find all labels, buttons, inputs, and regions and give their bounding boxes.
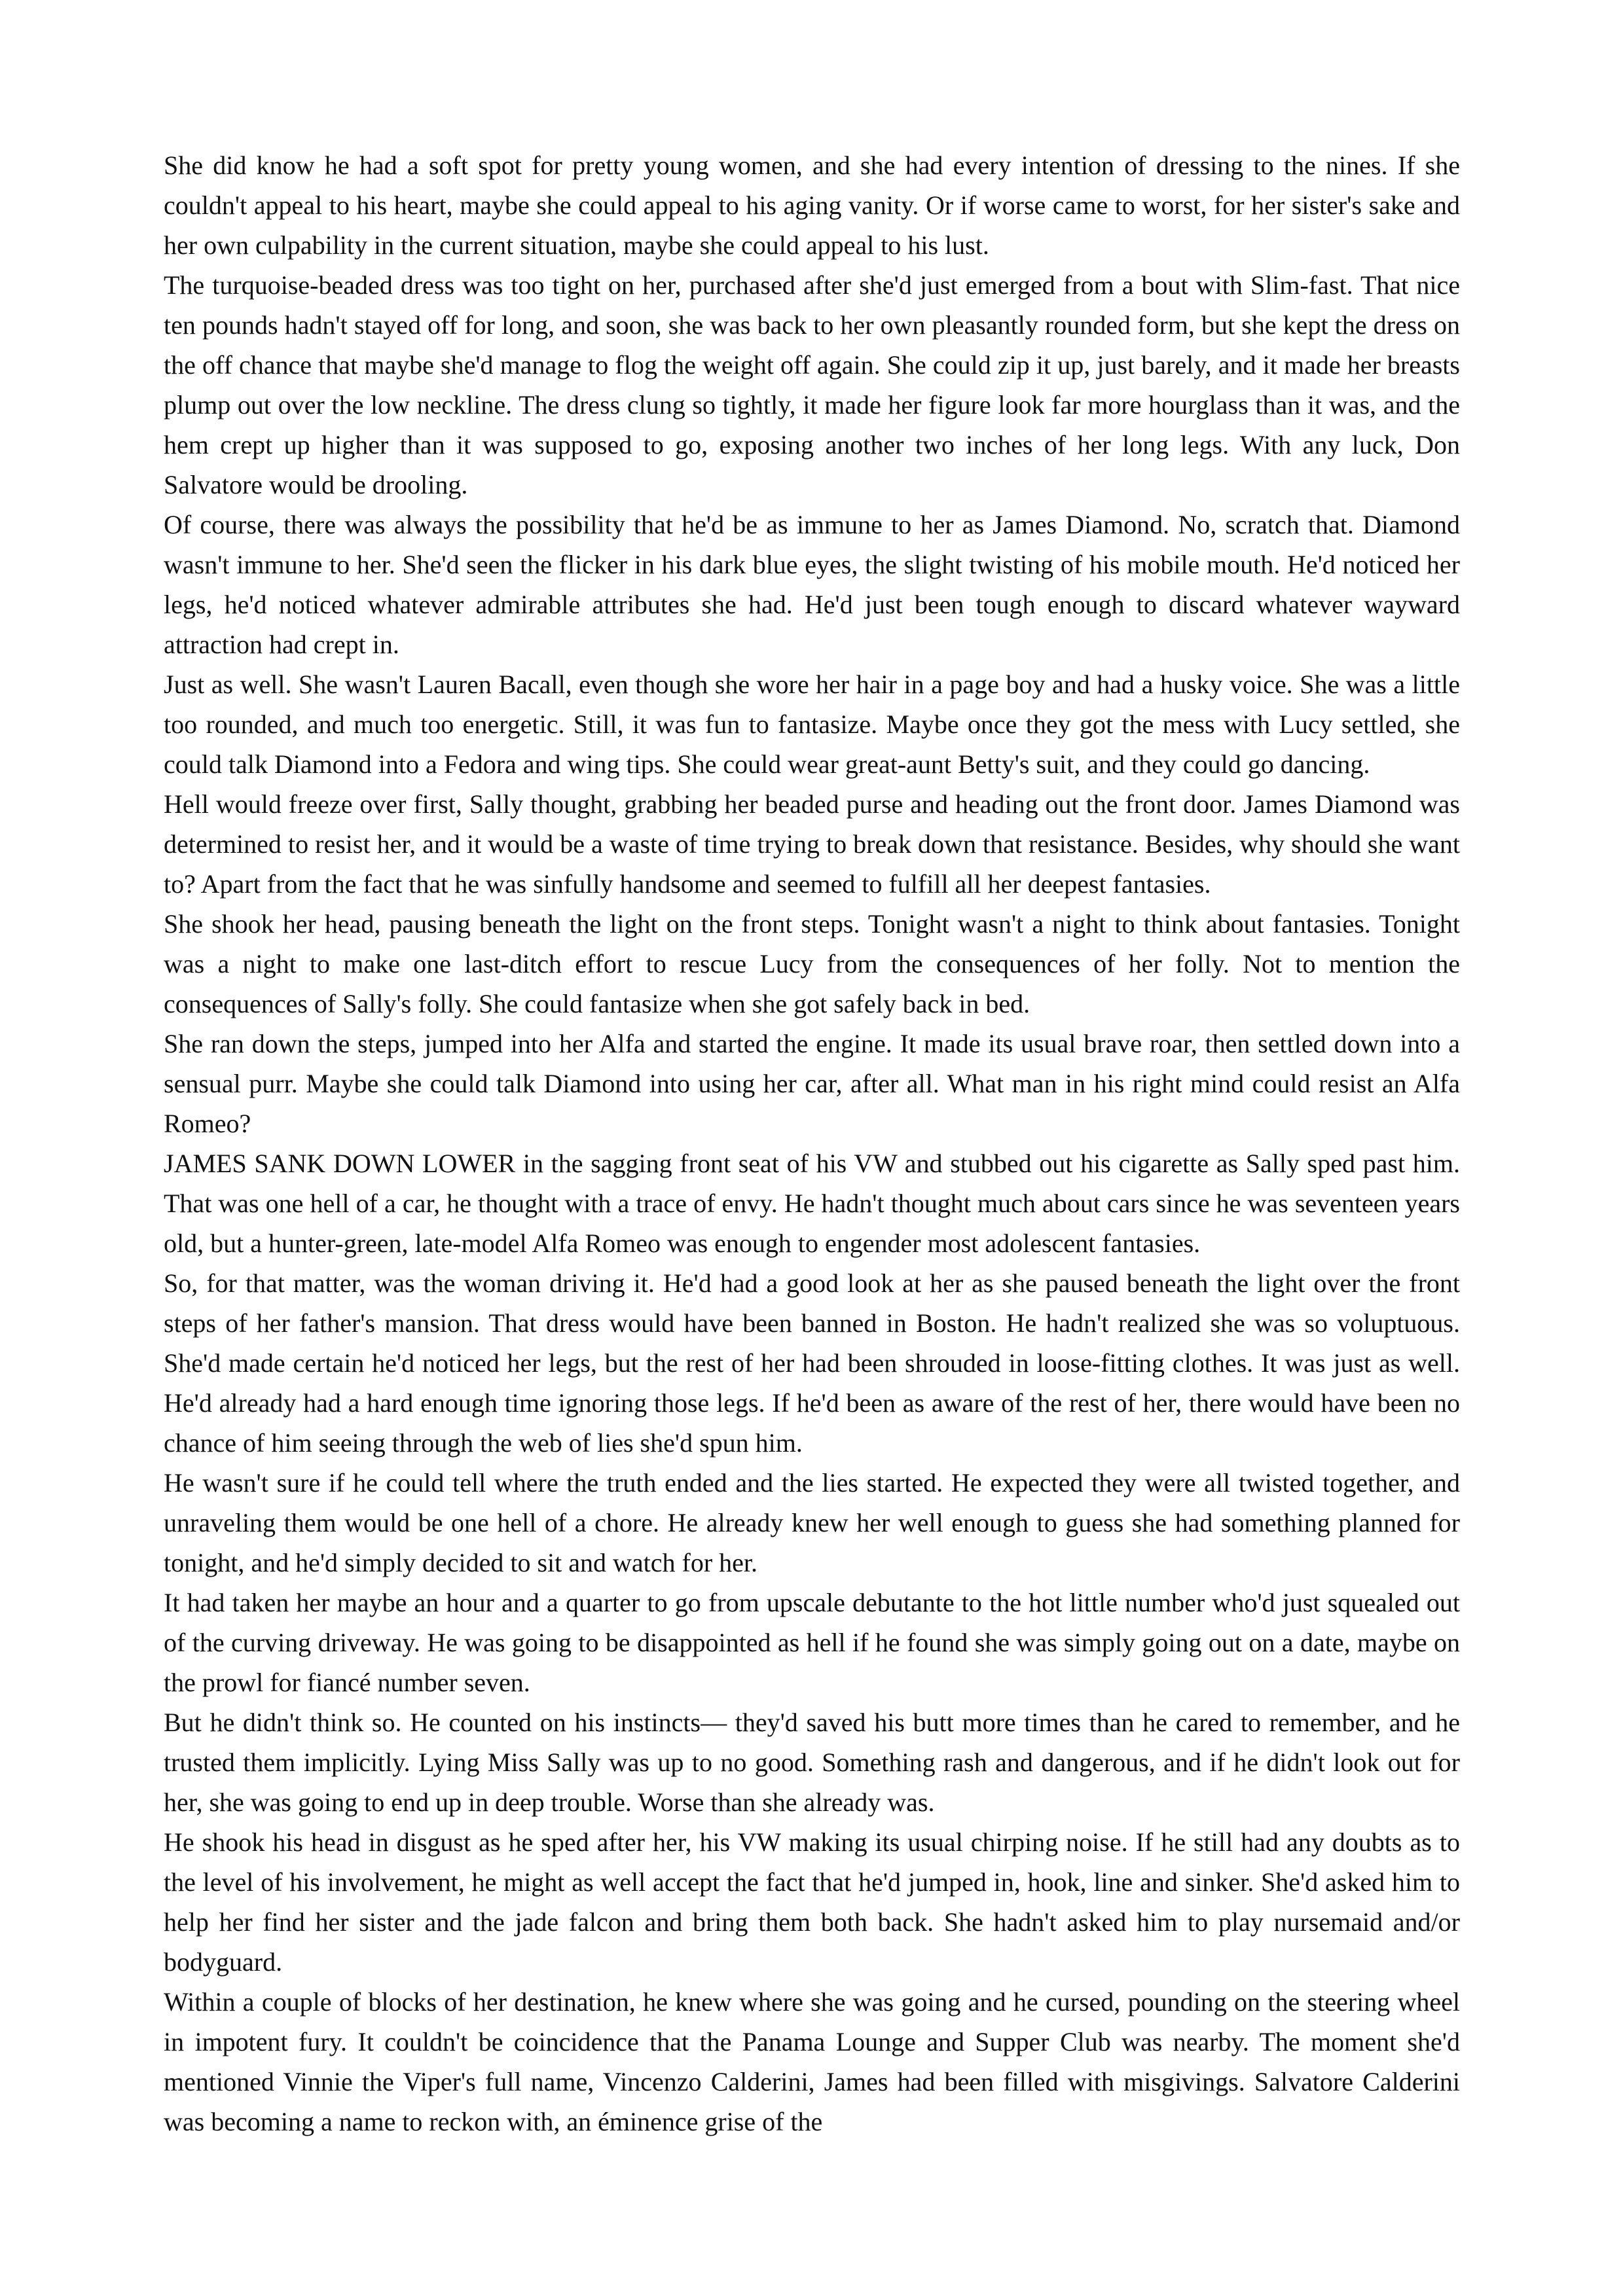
paragraph: Within a couple of blocks of her destination, he knew where she was going and he cursed, pounding on the steering wheel in impotent fury. It couldn't be coincidence that the Panama Lounge and Supper Club was nearby. The moment she'd mentioned Vinnie the Viper's full name, Vincenzo Calderini, James had been filled with misgivings. Salvatore Calderini was becoming a name to reckon with, an éminence grise of the [164,1987,1460,2136]
paragraph: She shook her head, pausing beneath the light on the front steps. Tonight wasn't a night to think about fantasies. Tonight was a night to make one last-ditch effort to rescue Lucy from the consequences of her folly. Not to mention the consequences of Sally's folly. She could fantasize when she got safely back in bed. [164,909,1460,1018]
paragraph: He wasn't sure if he could tell where the truth ended and the lies started. He expected they were all twisted together, and unraveling them would be one hell of a chore. He already knew her well enough to guess she had something planned for tonight, and he'd simply decided to sit and watch for her. [164,1468,1460,1577]
paragraph: Just as well. She wasn't Lauren Bacall, even though she wore her hair in a page boy and had a husky voice. She was a little too rounded, and much too energetic. Still, it was fun to fantasize. Maybe once they got the mess with Lucy settled, she could talk Diamond into a Fedora and wing tips. She could wear great-aunt Betty's suit, and they could go dancing. [164,670,1460,779]
paragraph: Hell would freeze over first, Sally thought, grabbing her beaded purse and heading out the front door. James Diamond was determined to resist her, and it would be a waste of time trying to break down that resistance. Besides, why should she want to? Apart from the fact that he was sinfully handsome and seemed to fulfill all her deepest fantasies. [164,789,1460,899]
paragraph: She ran down the steps, jumped into her Alfa and started the engine. It made its usual brave roar, then settled down into a sensual purr. Maybe she could talk Diamond into using her car, after all. What man in his right mind could resist an Alfa Romeo? [164,1029,1460,1138]
paragraph: So, for that matter, was the woman driving it. He'd had a good look at her as she paused beneath the light over the front steps of her father's mansion. That dress would have been banned in Boston. He hadn't realized she was so voluptuous. She'd made certain he'd noticed her legs, but the rest of her had been shrouded in loose-fitting clothes. It was just as well. He'd already had a hard enough time ignoring those legs. If he'd been as aware of the rest of her, there would have been no chance of him seeing through the web of lies she'd spun him. [164,1268,1460,1458]
paragraph: She did know he had a soft spot for pretty young women, and she had every intention of dressing to the nines. If she couldn't appeal to his heart, maybe she could appeal to his aging vanity. Or if worse came to worst, for her sister's sake and her own culpability in the current situation, maybe she could appeal to his lust. [164,151,1460,260]
page-body [164,145,1460,2142]
paragraph: He shook his head in disgust as he sped after her, his VW making its usual chirping noise. If he still had any doubts as to the level of his involvement, he might as well accept the fact that he'd jumped in, hook, line and sinker. She'd asked him to help her find her sister and the jade falcon and bring them both back. She hadn't asked him to play nursemaid and/or bodyguard. [164,1827,1460,1977]
paragraph: But he didn't think so. He counted on his instincts— they'd saved his butt more times than he cared to remember, and he trusted them implicitly. Lying Miss Sally was up to no good. Something rash and dangerous, and if he didn't look out for her, she was going to end up in deep trouble. Worse than she already was. [164,1708,1460,1817]
paragraph: The turquoise-beaded dress was too tight on her, purchased after she'd just emerged from a bout with Slim-fast. That nice ten pounds hadn't stayed off for long, and soon, she was back to her own pleasantly rounded form, but she kept the dress on the off chance that maybe she'd manage to flog the weight off again. She could zip it up, just barely, and it made her breasts plump out over the low neckline. The dress clung so tightly, it made her figure look far more hourglass than it was, and the hem crept up higher than it was supposed to go, exposing another two inches of her long legs. With any luck, Don Salvatore would be drooling. [164,270,1460,499]
paragraph: Of course, there was always the possibility that he'd be as immune to her as James Diamond. No, scratch that. Diamond wasn't immune to her. She'd seen the flicker in his dark blue eyes, the slight twisting of his mobile mouth. He'd noticed her legs, he'd noticed whatever admirable attributes she had. He'd just been tough enough to discard whatever wayward attraction had crept in. [164,510,1460,659]
paragraph: It had taken her maybe an hour and a quarter to go from upscale debutante to the hot little number who'd just squealed out of the curving driveway. He was going to be disappointed as hell if he found she was simply going out on a date, maybe on the prowl for fiancé number seven. [164,1588,1460,1697]
paragraph: JAMES SANK DOWN LOWER in the sagging front seat of his VW and stubbed out his cigarette as Sally sped past him. That was one hell of a car, he thought with a trace of envy. He hadn't thought much about cars since he was seventeen years old, but a hunter-green, late-model Alfa Romeo was enough to engender most adolescent fantasies. [164,1149,1460,1258]
